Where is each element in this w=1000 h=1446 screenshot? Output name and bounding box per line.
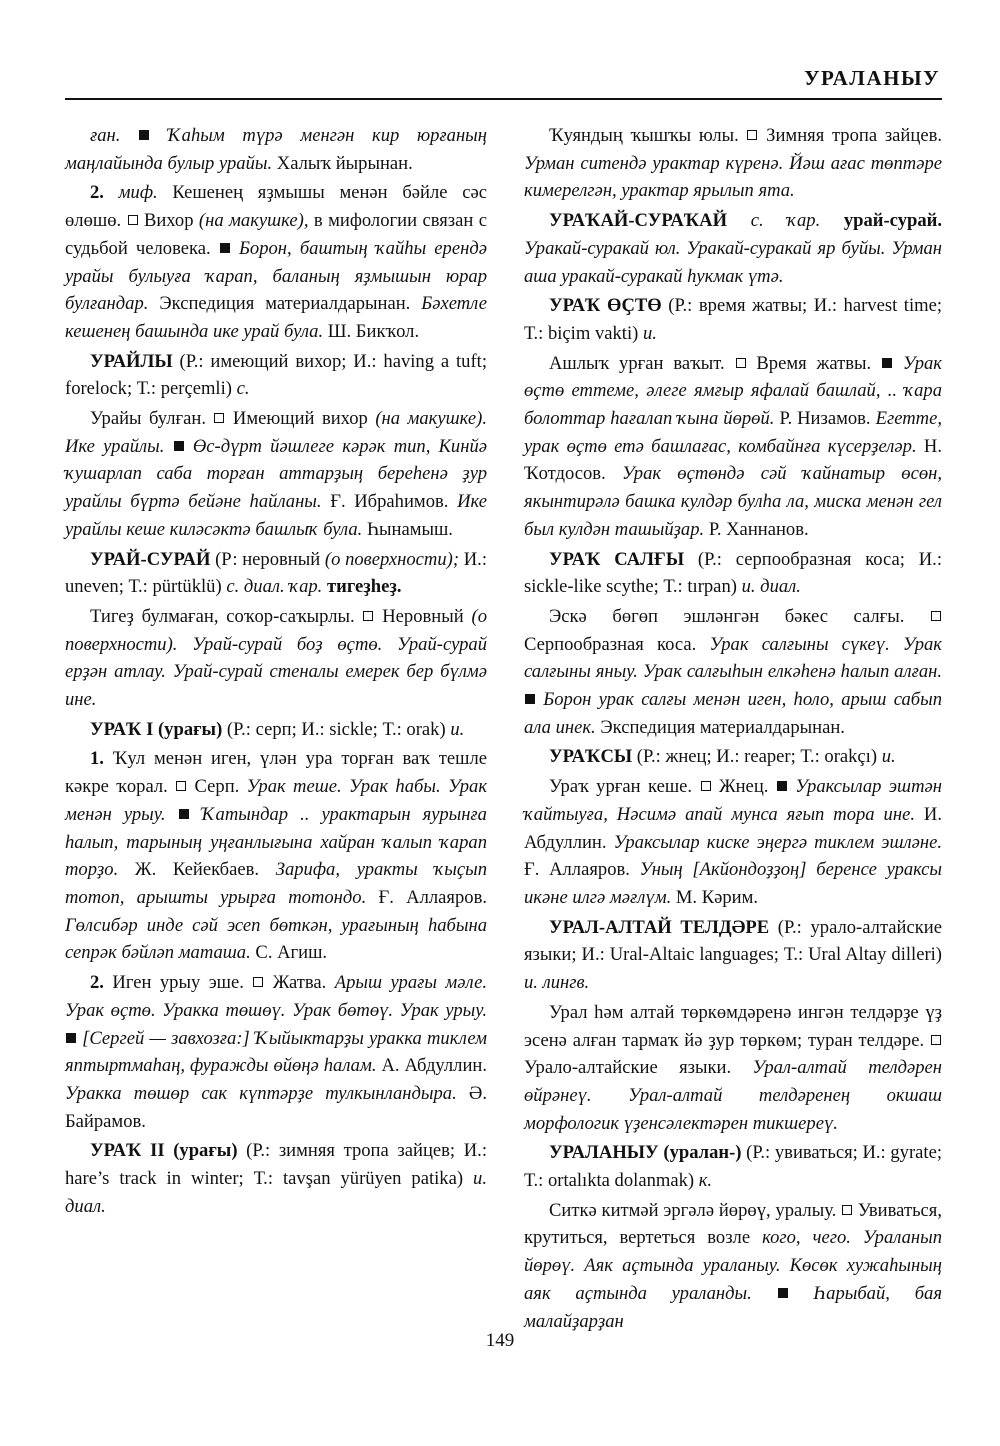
dictionary-paragraph: [65, 603, 487, 714]
example-text: Ураксылар киске эңергә тиклем эшләне.: [613, 831, 942, 853]
definition-text: Ж. Кейекбаев.: [118, 859, 276, 881]
headword-text: УРАЛ-АЛТАЙ ТЕЛДӘРЕ: [549, 916, 770, 938]
definition-text: Р. Низамов.: [774, 408, 876, 430]
example-text: Урак өҫтө еттеме, әлеге ямғыр яфалай башлай, .. ҡара болоттар һағалап ҡына йөрөй.: [524, 352, 942, 430]
definition-text: Ҡуяндың ҡышҡы юлы.: [549, 125, 747, 146]
definition-text: Жатва.: [264, 972, 335, 994]
definition-text: [164, 436, 172, 457]
dictionary-paragraph: [65, 1137, 487, 1220]
dictionary-paragraph: [65, 122, 487, 177]
definition-text: С. Агиш.: [250, 942, 328, 964]
headword-text: УРАҠСЫ: [549, 746, 633, 768]
definition-text: Һынамыш.: [362, 518, 453, 540]
example-text: с.: [236, 378, 250, 400]
definition-text: Иген урыу эше.: [103, 972, 253, 994]
headword-text: урай-сурай.: [843, 210, 942, 232]
definition-text: (Р.: урало-алтайские языки; И.: Ural-Altaic languages; Т.: Ural Altay dilleri): [524, 916, 942, 966]
example-text: и.: [642, 322, 657, 344]
definition-text: Время жатвы.: [746, 352, 882, 374]
hollow-square-marker-icon: [176, 781, 186, 791]
black-square-marker-icon: [777, 781, 787, 791]
definition-text: Имеющий вихор: [225, 408, 376, 430]
definition-text: (Р.: зимняя тропа зайцев; И.: hare’s track in winter; Т.: tavşan yürüyen patika): [65, 1140, 487, 1190]
example-text: Уракай-суракай юл. Уракай-суракай яр буйы. Урман аша уракай-суракай һукмак үтә.: [524, 237, 942, 287]
headword-text: 1.: [90, 748, 104, 770]
example-text: миф.: [118, 182, 158, 204]
definition-text: Ғ. Аллаяров.: [366, 886, 487, 908]
definition-text: М. Кәрим.: [671, 886, 759, 908]
definition-text: Ураҡ урған кеше.: [549, 776, 700, 798]
definition-text: Серпообразная коса.: [524, 633, 710, 655]
dictionary-entry-headword-line: [524, 292, 942, 347]
hollow-square-marker-icon: [931, 611, 941, 621]
example-text: (о поверхности);: [324, 548, 460, 570]
definition-text: Экспедиция материалдарынан.: [595, 716, 845, 738]
headword-text: УРАҠ II (урағы): [90, 1140, 238, 1162]
definition-text: Ғ. Аллаяров.: [524, 859, 640, 881]
definition-text: в мифологии связан с судьбой человека.: [65, 210, 487, 259]
hollow-square-marker-icon: [931, 1035, 941, 1045]
definition-text: Ғ. Ибраһимов.: [321, 491, 458, 513]
hollow-square-marker-icon: [253, 977, 263, 987]
example-text: (на макушке),: [198, 210, 309, 232]
example-text: ған.: [90, 125, 139, 146]
definition-text: Ситкә китмәй эргәлә йөрөү, уралыу.: [549, 1199, 842, 1221]
example-text: и.: [450, 718, 465, 740]
example-text: Урман ситендә урактар күренә. Йәш ағас төптәре кимерелгән, урактар ярылып ята.: [524, 152, 942, 202]
dictionary-paragraph: [65, 716, 487, 744]
headword-text: УРАҠ САЛҒЫ: [549, 548, 685, 570]
right-column: [524, 122, 942, 1337]
definition-text: Урало-алтайские языки.: [524, 1057, 753, 1079]
dictionary-paragraph: [65, 179, 487, 345]
example-text: и. диал.: [741, 576, 801, 598]
headword-text: 2.: [90, 972, 104, 994]
hollow-square-marker-icon: [701, 781, 711, 791]
example-text: и. диал.: [65, 1168, 487, 1217]
definition-text: Ә. Байрамов.: [65, 1082, 487, 1132]
definition-text: Экспедиция материалдарынан.: [148, 293, 422, 315]
example-text: Ураксылар эштән ҡайтыуға, Нәсимә апай мунса яғып тора ине.: [524, 776, 942, 825]
definition-text: Кешенең яҙмышы менән бәйле сәс өлөшө.: [65, 182, 487, 232]
black-square-marker-icon: [220, 243, 230, 253]
example-text: Уракка төшөр сак күптәрҙе тулкынландыра.: [65, 1082, 457, 1104]
example-text: Бәхетле кешенең башында ике урай була.: [65, 293, 487, 342]
definition-text: Ашлыҡ урған ваҡыт.: [549, 352, 735, 374]
definition-text: (Р.: серпообразная коса; И.: sickle-like scythe; Т.: tırpan): [524, 548, 942, 598]
dictionary-entry-headword-line: [524, 546, 942, 601]
example-text: (о поверхности). Урай-сурай боҙ өҫтө. Урай-сурай ерҙән атлау. Урай-сурай стеналы емерек бер бүлмә ине.: [65, 605, 487, 711]
example-text: Ике урайлы кеше киләсәктә башлыҡ була.: [65, 491, 487, 540]
hollow-square-marker-icon: [214, 413, 224, 423]
example-text: [Сергей — завхозға:] Ҡыйыктарҙы уракка тиклем яптыртмаһаң, фуражды өйөңә һалам.: [65, 1027, 487, 1077]
example-text: Урал-алтай телдәрен өйрәнеү. Урал-алтай телдәренең окшаш морфологик үҙенсәлектәрен тикшереү.: [524, 1057, 942, 1134]
example-text: Борон, баштың ҡайһы ерендә урайы булыуға ҡарап, баланың яҙмышын юрар булғандар.: [65, 237, 487, 315]
definition-text: Неровный: [374, 605, 472, 627]
headword-text: УРАЙЛЫ: [90, 350, 173, 372]
dictionary-paragraph: [65, 745, 487, 967]
example-text: Гөлсибәр инде сәй эсеп бөткән, урағының һабына сепрәк бәйләп маташа.: [65, 914, 487, 964]
example-text: Һарыбай, бая малайҙарҙан: [524, 1282, 942, 1332]
definition-text: (Р.: жнец; И.: reaper; Т.: orakçı): [632, 746, 882, 768]
example-text: Арыш урағы мәле. Урак өҫтө. Уракка төшөү. Урак бөтөү. Урак урыу.: [65, 972, 487, 1021]
page-number: 149: [485, 1330, 515, 1351]
example-text: Ҡатындар .. урактарын яурынға һалып, тарының уңғанлығына хайран ҡалып ҡарап торҙо.: [65, 803, 487, 881]
definition-text: (Р: неровный: [210, 548, 325, 570]
definition-text: (Р.: имеющий вихор; И.: having a tuft; forelock; Т.: perçemli): [65, 350, 487, 400]
definition-text: Вихор: [138, 210, 199, 232]
example-text: кого, чего. Ураланып йөрөү. Аяк аҫтында ураланыу. Көсөк хужаһының аяк аҫтында ураланды.: [524, 1227, 942, 1304]
black-square-marker-icon: [882, 358, 892, 368]
header-rule: [65, 98, 942, 100]
headword-text: 2.: [90, 182, 119, 204]
headword-text: УРАЛАНЫУ (уралан-): [549, 1142, 742, 1164]
example-text: и.: [881, 746, 896, 768]
definition-text: (Р.: время жатвы; И.: harvest time; Т.: biçim vakti): [524, 295, 942, 344]
definition-text: Урайы булған.: [90, 408, 214, 430]
dictionary-paragraph: [524, 122, 942, 205]
left-column: [65, 122, 487, 1222]
example-text: Зарифа, уракты ҡыҫып тотоп, арышты урырға тотондо.: [65, 859, 487, 908]
dictionary-paragraph: [524, 773, 942, 912]
example-text: с. диал. ҡар.: [226, 576, 323, 598]
headword-text: УРАЙ-СУРАЙ: [90, 548, 211, 570]
black-square-marker-icon: [778, 1288, 788, 1298]
dictionary-paragraph: [524, 1139, 942, 1194]
dictionary-paragraph: [524, 350, 942, 544]
example-text: и. лингв.: [524, 972, 590, 994]
headword-text: тигеҙһеҙ.: [327, 576, 402, 598]
definition-text: Халыҡ йырынан.: [272, 152, 413, 174]
definition-text: [166, 804, 178, 825]
definition-text: И. Абдуллин.: [524, 803, 942, 853]
definition-text: А. Абдуллин.: [376, 1055, 487, 1077]
black-square-marker-icon: [174, 441, 184, 451]
hollow-square-marker-icon: [128, 215, 138, 225]
dictionary-entry-headword-line: [524, 743, 942, 771]
definition-text: Серп.: [187, 776, 247, 798]
definition-text: Жнец.: [711, 776, 776, 798]
dictionary-paragraph: [65, 969, 487, 1135]
definition-text: Урал һәм алтай төркөмдәренә ингән телдәрҙе үҙ эсенә алған тармаҡ йә ҙур төркөм; туран телдәре.: [524, 1001, 942, 1051]
example-text: Урак салғыны сүкеү. Урак салғыны яныу. Урак салғыһын елкәһенә һалып алған.: [524, 633, 942, 683]
example-text: Ҡаһым түрә менгән кир юрғаның маңлайында булыр урайы.: [65, 125, 488, 174]
hollow-square-marker-icon: [736, 358, 746, 368]
definition-text: Ш. Бикҡол.: [323, 320, 420, 342]
hollow-square-marker-icon: [842, 1205, 852, 1215]
headword-text: УРАҠ ӨҪТӨ: [549, 295, 662, 317]
black-square-marker-icon: [139, 130, 149, 140]
hollow-square-marker-icon: [363, 611, 373, 621]
headword-text: УРАҠАЙ-СУРАҠАЙ: [549, 210, 728, 232]
definition-text: Р. Ханнанов.: [704, 518, 809, 540]
example-text: к.: [698, 1170, 713, 1192]
definition-text: Зимняя тропа зайцев.: [758, 125, 942, 146]
headword-text: УРАҠ I (урағы): [90, 718, 223, 740]
black-square-marker-icon: [66, 1033, 76, 1043]
definition-text: (Р.: серп; И.: sickle; Т.: orak): [222, 718, 451, 740]
dictionary-entry-headword-line: [524, 914, 942, 997]
running-head: УРАЛАНЫУ: [804, 66, 940, 90]
definition-text: И.: uneven; Т.: pürtüklü): [65, 548, 487, 598]
definition-text: (Р.: увиваться; И.: gyrate; Т.: ortalıkta dolanmak): [524, 1142, 943, 1192]
black-square-marker-icon: [179, 809, 189, 819]
definition-text: Тигеҙ булмаған, соҡор-саҡырлы.: [90, 605, 363, 627]
example-text: Урак теше. Урак һабы. Урак менән урыу.: [65, 776, 488, 825]
dictionary-paragraph: [524, 999, 942, 1138]
definition-text: Ҡул менән иген, үлән ура торған ваҡ тешле кәкре ҡорал.: [65, 748, 487, 798]
dictionary-entry-headword-line: [65, 348, 487, 403]
dictionary-paragraph: [65, 405, 487, 544]
definition-text: Увиваться, крутиться, вертеться возле: [524, 1199, 942, 1249]
example-text: Егетте, урак өҫтө етә башлағас, комбайнға күсерҙеләр.: [524, 408, 942, 457]
example-text: Уның [Акйондоҙҙоң] беренсе ураксы икәне илгә мәғлүм.: [524, 859, 943, 908]
dictionary-paragraph: [524, 603, 942, 742]
example-text: Борон урак салғы менән иген, һоло, арыш сабып ала инек.: [524, 689, 942, 738]
example-text: Урак өҫтөндә сәй ҡайнатыр өсөн, якынтирәлә башка кулдәр булһа ла, миска менән гел был кулдән ташыйҙар.: [524, 463, 942, 540]
example-text: Өс-дүрт йәшлеге кәрәк тип, Кинйә ҡушарлап саба торған аттарҙың береһенә ҙур урайлы бүртә бейәне һайланы.: [65, 435, 488, 513]
dictionary-paragraph: [524, 1197, 942, 1336]
dictionary-entry-headword-line: [65, 546, 487, 601]
hollow-square-marker-icon: [747, 130, 757, 140]
definition-text: [820, 210, 844, 231]
definition-text: Эскә бөгөп эшләнгән бәкес салғы.: [549, 605, 930, 627]
example-text: с. ҡар.: [750, 210, 821, 232]
definition-text: Н. Ҡотдосов.: [524, 435, 942, 485]
definition-text: [752, 1283, 777, 1304]
dictionary-entry-headword-line: [524, 207, 942, 290]
example-text: (на макушке). Ике урайлы.: [65, 408, 487, 457]
definition-text: [727, 210, 751, 231]
black-square-marker-icon: [525, 694, 535, 704]
